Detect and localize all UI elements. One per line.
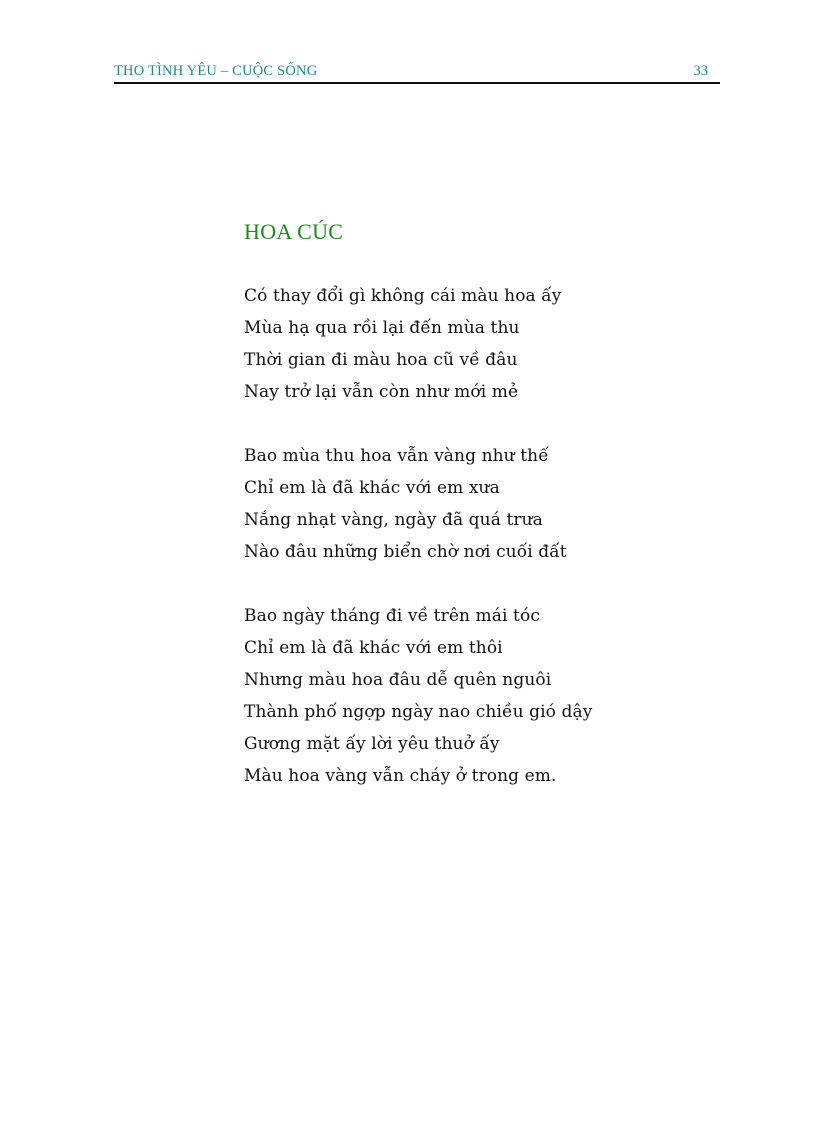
page-header — [114, 58, 720, 84]
poem-line: Có thay đổi gì không cái màu hoa ấy — [244, 286, 562, 306]
poem-line: Nhưng màu hoa đâu dễ quên nguôi — [244, 670, 552, 690]
poem-line: Thành phố ngợp ngày nao chiều gió dậy — [244, 702, 593, 722]
poem-line: Chỉ em là đã khác với em thôi — [244, 638, 503, 658]
poem — [244, 217, 592, 792]
running-title: THO TÌNH YÊU – CUỘC SỐNG — [114, 63, 318, 79]
poem-line: Gương mặt ấy lời yêu thuở ấy — [244, 734, 500, 754]
poem-line: Bao mùa thu hoa vẫn vàng như thế — [244, 446, 549, 466]
stanza-1 — [244, 280, 592, 408]
poem-line: Nắng nhạt vàng, ngày đã quá trưa — [244, 510, 543, 530]
poem-line: Màu hoa vàng vẫn cháy ở trong em. — [244, 766, 557, 786]
poem-line: Chỉ em là đã khác với em xưa — [244, 478, 500, 498]
stanza-2 — [244, 440, 592, 568]
stanza-3 — [244, 600, 592, 792]
poem-title: HOA CÚC — [244, 219, 344, 244]
page-number: 33 — [693, 63, 708, 79]
poem-line: Thời gian đi màu hoa cũ về đâu — [244, 350, 518, 370]
poem-line: Mùa hạ qua rồi lại đến mùa thu — [244, 318, 520, 338]
poem-line: Bao ngày tháng đi về trên mái tóc — [244, 606, 540, 626]
poem-line: Nào đâu những biển chờ nơi cuối đất — [244, 542, 567, 562]
poem-line: Nay trở lại vẫn còn như mới mẻ — [244, 382, 519, 402]
